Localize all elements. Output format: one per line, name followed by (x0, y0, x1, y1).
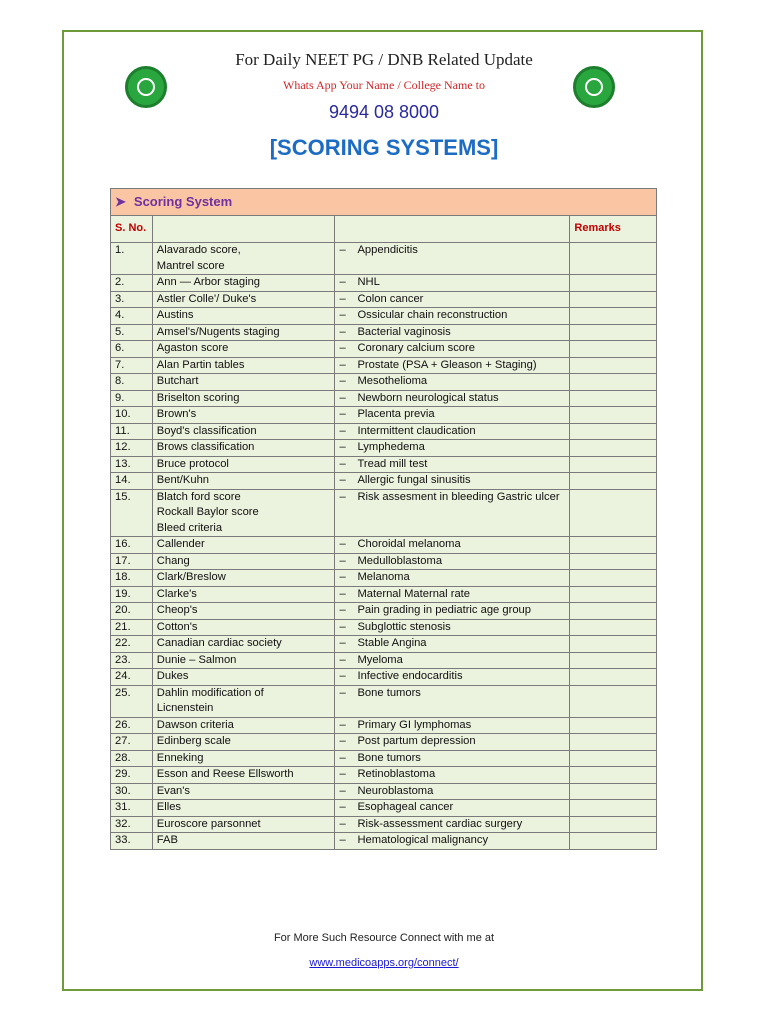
row-number: 2. (111, 275, 153, 292)
row-description (335, 390, 570, 407)
row-description (335, 275, 570, 292)
row-remarks (570, 734, 657, 751)
row-description (335, 833, 570, 850)
table-column-header (111, 216, 657, 243)
dash-separator: – (339, 391, 346, 404)
row-number: 16. (111, 537, 153, 554)
row-description (335, 816, 570, 833)
row-scoring-name: Dahlin modification of Licnenstein (152, 685, 335, 717)
row-description (335, 636, 570, 653)
row-number: 1. (111, 243, 153, 275)
row-number: 22. (111, 636, 153, 653)
section-title: Scoring System (133, 194, 233, 210)
row-number: 30. (111, 783, 153, 800)
row-number: 12. (111, 440, 153, 457)
row-remarks (570, 243, 657, 275)
dash-separator: – (339, 441, 346, 453)
row-scoring-name: Clark/Breslow (152, 570, 335, 587)
col-remarks: Remarks (570, 216, 657, 243)
dash-separator: – (339, 620, 346, 633)
row-description (335, 489, 570, 537)
row-remarks (570, 717, 657, 734)
row-remarks (570, 669, 657, 686)
row-description (335, 800, 570, 817)
col-sno: S. No. (111, 216, 153, 243)
row-description (335, 440, 570, 457)
table-row (111, 357, 657, 374)
row-description-text: NHL (357, 276, 380, 288)
row-number: 5. (111, 324, 153, 341)
dash-separator: – (339, 554, 346, 567)
row-scoring-name: Brows classification (152, 440, 335, 457)
row-number: 32. (111, 816, 153, 833)
row-remarks (570, 324, 657, 341)
table-row (111, 636, 657, 653)
row-description (335, 407, 570, 424)
row-number: 8. (111, 374, 153, 391)
row-description-text: Stable Angina (357, 637, 427, 649)
row-description (335, 291, 570, 308)
table-row (111, 750, 657, 767)
row-description-text: Risk assesment in bleeding Gastric ulcer (357, 490, 560, 503)
dash-separator: – (339, 538, 346, 550)
dash-separator: – (339, 292, 346, 305)
table-section-header (111, 189, 657, 216)
row-number: 24. (111, 669, 153, 686)
row-description-text: Subglottic stenosis (357, 620, 451, 633)
dash-separator: – (339, 342, 346, 354)
row-description-text: Retinoblastoma (357, 768, 436, 780)
row-number: 33. (111, 833, 153, 850)
row-description (335, 669, 570, 686)
row-number: 6. (111, 341, 153, 358)
footer-text: For More Such Resource Connect with me at (273, 932, 495, 944)
row-number: 20. (111, 603, 153, 620)
row-description-text: Bone tumors (357, 686, 421, 699)
page-title: [SCORING SYSTEMS] (269, 135, 499, 160)
row-description (335, 717, 570, 734)
row-description-text: Choroidal melanoma (357, 538, 461, 550)
row-remarks (570, 423, 657, 440)
dash-separator: – (339, 670, 346, 682)
col-desc-header (335, 216, 570, 243)
row-scoring-name: Cheop's (152, 603, 335, 620)
table-row (111, 390, 657, 407)
table-row (111, 243, 657, 275)
row-scoring-name: Austins (152, 308, 335, 325)
row-description-text: Allergic fungal sinusitis (357, 474, 471, 486)
dash-separator: – (339, 801, 346, 813)
row-remarks (570, 291, 657, 308)
row-number: 14. (111, 473, 153, 490)
dash-separator: – (339, 474, 346, 486)
dash-separator: – (339, 817, 346, 830)
row-number: 29. (111, 767, 153, 784)
row-description-text: Mesothelioma (357, 375, 428, 387)
row-description-text: Bone tumors (357, 751, 421, 764)
row-scoring-name: Elles (152, 800, 335, 817)
table-row (111, 553, 657, 570)
row-remarks (570, 440, 657, 457)
row-number: 7. (111, 357, 153, 374)
dash-separator: – (339, 587, 346, 600)
row-scoring-name: Canadian cardiac society (152, 636, 335, 653)
row-description (335, 734, 570, 751)
row-scoring-name: Brown's (152, 407, 335, 424)
table-row (111, 291, 657, 308)
header-update-line: For Daily NEET PG / DNB Related Update (235, 50, 533, 69)
row-description (335, 357, 570, 374)
scoring-table (110, 188, 657, 850)
row-remarks (570, 603, 657, 620)
row-scoring-name: Euroscore parsonnet (152, 816, 335, 833)
row-number: 15. (111, 489, 153, 537)
row-remarks (570, 783, 657, 800)
row-scoring-name: Esson and Reese Ellsworth (152, 767, 335, 784)
row-description (335, 603, 570, 620)
row-description-text: Myeloma (357, 653, 403, 666)
header-phone-number: 9494 08 8000 (328, 102, 440, 122)
row-scoring-name: Astler Colle'/ Duke's (152, 291, 335, 308)
row-description (335, 537, 570, 554)
dash-separator: – (339, 325, 346, 338)
row-number: 13. (111, 456, 153, 473)
row-scoring-name: Dunie – Salmon (152, 652, 335, 669)
table-row (111, 374, 657, 391)
row-scoring-name: Dawson criteria (152, 717, 335, 734)
row-scoring-name: Alavarado score, Mantrel score (152, 243, 335, 275)
dash-separator: – (339, 358, 346, 371)
table-row (111, 341, 657, 358)
row-description-text: Infective endocarditis (357, 670, 463, 682)
row-remarks (570, 800, 657, 817)
table-row (111, 324, 657, 341)
row-number: 31. (111, 800, 153, 817)
row-number: 11. (111, 423, 153, 440)
dash-separator: – (339, 457, 346, 470)
table-row (111, 489, 657, 537)
table-row (111, 275, 657, 292)
row-remarks (570, 341, 657, 358)
row-description-text: Post partum depression (357, 735, 476, 747)
row-number: 27. (111, 734, 153, 751)
row-remarks (570, 767, 657, 784)
dash-separator: – (339, 751, 346, 764)
row-description-text: Esophageal cancer (357, 801, 454, 813)
row-number: 26. (111, 717, 153, 734)
table-row (111, 767, 657, 784)
row-remarks (570, 553, 657, 570)
table-row (111, 407, 657, 424)
row-number: 28. (111, 750, 153, 767)
dash-separator: – (339, 424, 346, 437)
row-number: 21. (111, 619, 153, 636)
table-row (111, 537, 657, 554)
dash-separator: – (339, 604, 346, 616)
row-scoring-name: Cotton's (152, 619, 335, 636)
row-description (335, 783, 570, 800)
row-remarks (570, 652, 657, 669)
row-description-text: Pain grading in pediatric age group (357, 604, 531, 616)
dash-separator: – (339, 408, 346, 420)
row-number: 19. (111, 586, 153, 603)
row-number: 3. (111, 291, 153, 308)
row-description-text: Melanoma (357, 571, 410, 583)
row-remarks (570, 685, 657, 717)
table-row (111, 669, 657, 686)
row-description (335, 767, 570, 784)
row-remarks (570, 586, 657, 603)
table-row (111, 570, 657, 587)
row-description-text: Primary GI lymphomas (357, 718, 472, 731)
row-remarks (570, 473, 657, 490)
row-scoring-name: FAB (152, 833, 335, 850)
table-row (111, 816, 657, 833)
row-description (335, 652, 570, 669)
table-row (111, 652, 657, 669)
row-description (335, 473, 570, 490)
table-row (111, 473, 657, 490)
row-number: 25. (111, 685, 153, 717)
dash-separator: – (339, 735, 346, 747)
row-number: 9. (111, 390, 153, 407)
dash-separator: – (339, 276, 346, 288)
table-row (111, 603, 657, 620)
dash-separator: – (339, 637, 346, 649)
row-remarks (570, 390, 657, 407)
row-description (335, 374, 570, 391)
row-scoring-name: Callender (152, 537, 335, 554)
dash-separator: – (339, 653, 346, 666)
row-description (335, 324, 570, 341)
footer-link[interactable]: www.medicoapps.org/connect/ (309, 957, 459, 969)
row-description (335, 570, 570, 587)
row-remarks (570, 619, 657, 636)
row-description (335, 456, 570, 473)
dash-separator: – (339, 490, 346, 503)
row-scoring-name: Ann — Arbor staging (152, 275, 335, 292)
table-row (111, 423, 657, 440)
row-remarks (570, 357, 657, 374)
dash-separator: – (339, 718, 346, 731)
row-description (335, 243, 570, 275)
row-description-text: Prostate (PSA + Gleason + Staging) (357, 358, 537, 371)
row-number: 23. (111, 652, 153, 669)
row-description (335, 423, 570, 440)
row-description-text: Ossicular chain reconstruction (357, 309, 508, 321)
arrow-icon: ➤ (115, 194, 126, 210)
row-remarks (570, 833, 657, 850)
row-remarks (570, 308, 657, 325)
table-row (111, 717, 657, 734)
row-remarks (570, 570, 657, 587)
table-row (111, 308, 657, 325)
row-scoring-name: Bent/Kuhn (152, 473, 335, 490)
row-description-text: Placenta previa (357, 408, 435, 420)
row-number: 18. (111, 570, 153, 587)
row-scoring-name: Blatch ford score Rockall Baylor score Bleed criteria (152, 489, 335, 537)
row-scoring-name: Edinberg scale (152, 734, 335, 751)
row-remarks (570, 816, 657, 833)
row-description-text: Medulloblastoma (357, 554, 443, 567)
row-scoring-name: Dukes (152, 669, 335, 686)
dash-separator: – (339, 768, 346, 780)
row-scoring-name: Bruce protocol (152, 456, 335, 473)
table-row (111, 833, 657, 850)
table-row (111, 734, 657, 751)
row-scoring-name: Chang (152, 553, 335, 570)
row-description-text: Tread mill test (357, 457, 428, 470)
row-description (335, 553, 570, 570)
row-number: 4. (111, 308, 153, 325)
row-remarks (570, 489, 657, 537)
row-description (335, 750, 570, 767)
dash-separator: – (339, 375, 346, 387)
table-row (111, 586, 657, 603)
row-scoring-name: Clarke's (152, 586, 335, 603)
row-scoring-name: Alan Partin tables (152, 357, 335, 374)
table-row (111, 456, 657, 473)
dash-separator: – (339, 309, 346, 321)
row-remarks (570, 374, 657, 391)
dash-separator: – (339, 834, 346, 846)
table-row (111, 800, 657, 817)
table-row (111, 685, 657, 717)
row-scoring-name: Agaston score (152, 341, 335, 358)
dash-separator: – (339, 244, 346, 256)
row-description-text: Appendicitis (357, 244, 418, 256)
row-remarks (570, 537, 657, 554)
row-remarks (570, 636, 657, 653)
row-description-text: Newborn neurological status (357, 391, 499, 404)
dash-separator: – (339, 686, 346, 699)
row-number: 17. (111, 553, 153, 570)
row-description (335, 341, 570, 358)
row-description (335, 685, 570, 717)
table-row (111, 619, 657, 636)
row-scoring-name: Butchart (152, 374, 335, 391)
row-scoring-name: Evan's (152, 783, 335, 800)
row-remarks (570, 407, 657, 424)
row-scoring-name: Enneking (152, 750, 335, 767)
row-description (335, 586, 570, 603)
dash-separator: – (339, 571, 346, 583)
row-scoring-name: Briselton scoring (152, 390, 335, 407)
table-row (111, 440, 657, 457)
row-scoring-name: Amsel's/Nugents staging (152, 324, 335, 341)
header-whatsapp-line: Whats App Your Name / College Name to (283, 78, 485, 92)
row-description-text: Maternal Maternal rate (357, 587, 471, 600)
row-description-text: Neuroblastoma (357, 784, 434, 797)
row-description-text: Risk-assessment cardiac surgery (357, 817, 523, 830)
row-scoring-name: Boyd's classification (152, 423, 335, 440)
row-description-text: Intermittent claudication (357, 424, 476, 437)
row-description (335, 308, 570, 325)
row-remarks (570, 456, 657, 473)
row-remarks (570, 275, 657, 292)
row-description-text: Lymphedema (357, 441, 425, 453)
row-description-text: Colon cancer (357, 292, 424, 305)
row-description-text: Coronary calcium score (357, 342, 475, 354)
dash-separator: – (339, 784, 346, 797)
table-row (111, 783, 657, 800)
row-number: 10. (111, 407, 153, 424)
row-description (335, 619, 570, 636)
col-name-header (152, 216, 335, 243)
row-description-text: Bacterial vaginosis (357, 325, 451, 338)
row-description-text: Hematological malignancy (357, 834, 489, 846)
row-remarks (570, 750, 657, 767)
